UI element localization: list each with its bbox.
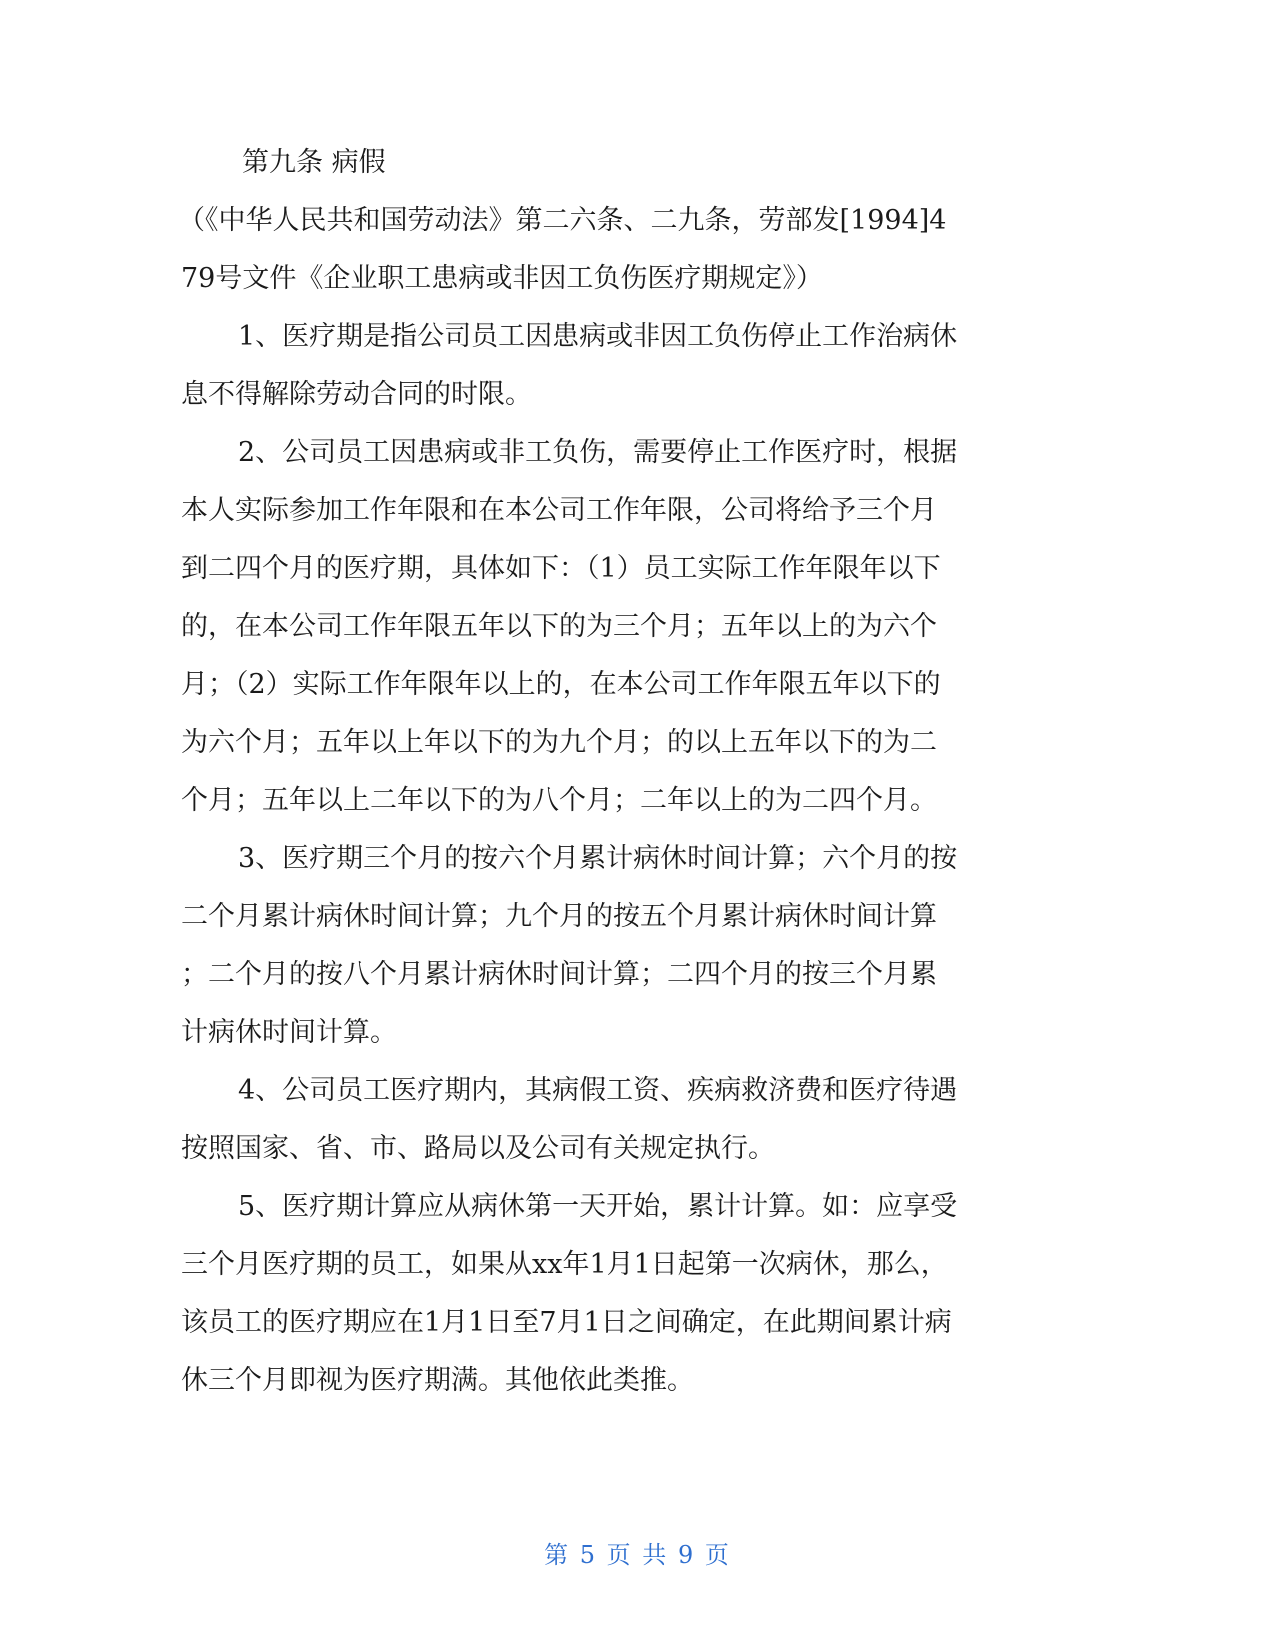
paragraph-line: 2、公司员工因患病或非工负伤，需要停止工作医疗时，根据 [238,437,958,468]
paragraph-line: 到二四个月的医疗期，具体如下：（1）员工实际工作年限年以下 [181,553,941,584]
paragraph-line: 息不得解除劳动合同的时限。 [181,379,532,410]
paragraph-line: 4、公司员工医疗期内，其病假工资、疾病救济费和医疗待遇 [238,1075,958,1106]
section-title: 第九条 病假 [242,147,386,178]
paragraph-line: 二个月累计病休时间计算；九个月的按五个月累计病休时间计算 [181,901,937,932]
paragraph-line: 5、医疗期计算应从病休第一天开始，累计计算。如：应享受 [238,1191,958,1222]
paragraph-line: 3、医疗期三个月的按六个月累计病休时间计算；六个月的按 [238,843,958,874]
paragraph-line: 按照国家、省、市、路局以及公司有关规定执行。 [181,1133,775,1164]
page-indicator: 第 5 页 共 9 页 [544,1541,731,1569]
paragraph-line: 79号文件《企业职工患病或非因工负伤医疗期规定》） [181,263,823,294]
paragraph-line: 月；（2）实际工作年限年以上的，在本公司工作年限五年以下的 [181,669,941,700]
paragraph-line: （《中华人民共和国劳动法》第二六条、二九条，劳部发[1994]4 [178,205,947,236]
paragraph-line: 三个月医疗期的员工，如果从xx年1月1日起第一次病休，那么， [181,1249,948,1280]
paragraph-line: ；二个月的按八个月累计病休时间计算；二四个月的按三个月累 [181,959,937,990]
paragraph-line: 1、医疗期是指公司员工因患病或非因工负伤停止工作治病休 [238,321,958,352]
paragraph-line: 个月；五年以上二年以下的为八个月；二年以上的为二四个月。 [181,785,937,816]
paragraph-line: 该员工的医疗期应在1月1日至7月1日之间确定，在此期间累计病 [181,1307,952,1338]
paragraph-line: 本人实际参加工作年限和在本公司工作年限，公司将给予三个月 [181,495,937,526]
paragraph-line: 的，在本公司工作年限五年以下的为三个月；五年以上的为六个 [181,611,937,642]
paragraph-line: 计病休时间计算。 [181,1017,397,1048]
paragraph-line: 休三个月即视为医疗期满。其他依此类推。 [181,1365,694,1396]
paragraph-line: 为六个月；五年以上年以下的为九个月；的以上五年以下的为二 [181,727,937,758]
